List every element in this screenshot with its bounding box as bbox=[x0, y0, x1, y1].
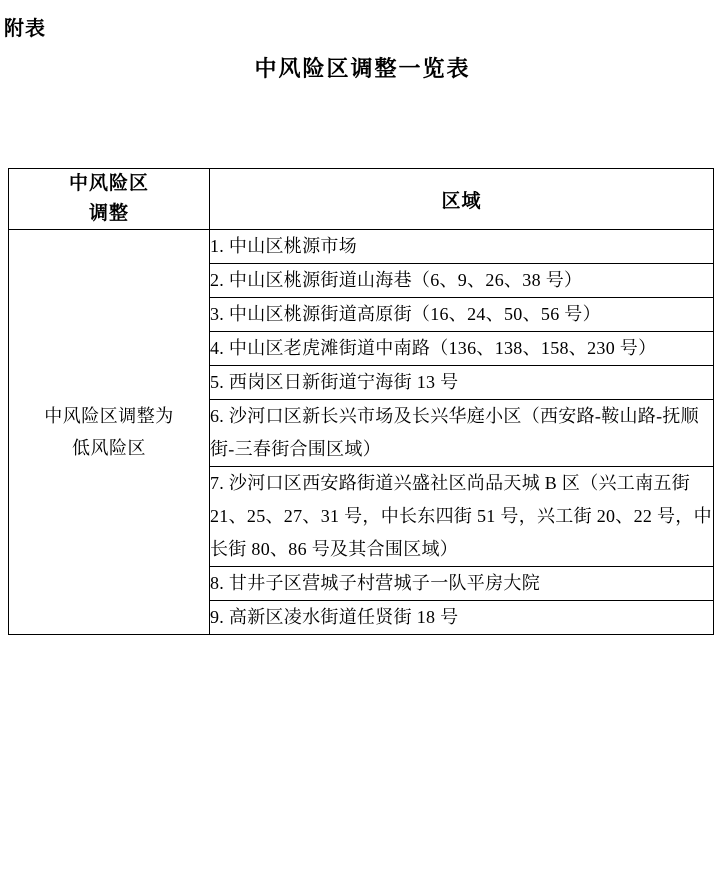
column-header-adjustment bbox=[9, 169, 210, 230]
table-header-row bbox=[9, 169, 714, 230]
area-item: 8. 甘井子区营城子村营城子一队平房大院 bbox=[210, 567, 714, 601]
area-item: 5. 西岗区日新街道宁海街 13 号 bbox=[210, 366, 714, 400]
area-item: 6. 沙河口区新长兴市场及长兴华庭小区（西安路-鞍山路-抚顺街-三春街合围区域） bbox=[210, 400, 714, 467]
row-label-line1: 中风险区调整为 bbox=[44, 406, 174, 426]
row-label-line2: 低风险区 bbox=[72, 438, 146, 458]
page-title: 中风险区调整一览表 bbox=[254, 56, 471, 81]
area-item: 1. 中山区桃源市场 bbox=[210, 230, 714, 264]
column-header-adjustment-line2: 调整 bbox=[88, 203, 129, 224]
area-item: 7. 沙河口区西安路街道兴盛社区尚品天城 B 区（兴工南五街 21、25、27、31 号，中长东四街 51 号，兴工街 20、22 号，中长街 80、86 号及其合围区域） bbox=[210, 467, 714, 567]
column-header-area: 区域 bbox=[210, 169, 714, 230]
area-item: 9. 高新区凌水街道任贤街 18 号 bbox=[210, 601, 714, 635]
column-header-adjustment-line1: 中风险区 bbox=[68, 173, 149, 194]
row-label-adjust-to-low-risk bbox=[9, 230, 210, 635]
attachment-label: 附表 bbox=[4, 18, 46, 40]
table-row bbox=[9, 230, 714, 264]
adjustment-table-container bbox=[8, 168, 714, 635]
area-item: 2. 中山区桃源街道山海巷（6、9、26、38 号） bbox=[210, 264, 714, 298]
adjustment-table bbox=[8, 168, 714, 635]
area-item: 3. 中山区桃源街道高原街（16、24、50、56 号） bbox=[210, 298, 714, 332]
area-item: 4. 中山区老虎滩街道中南路（136、138、158、230 号） bbox=[210, 332, 714, 366]
